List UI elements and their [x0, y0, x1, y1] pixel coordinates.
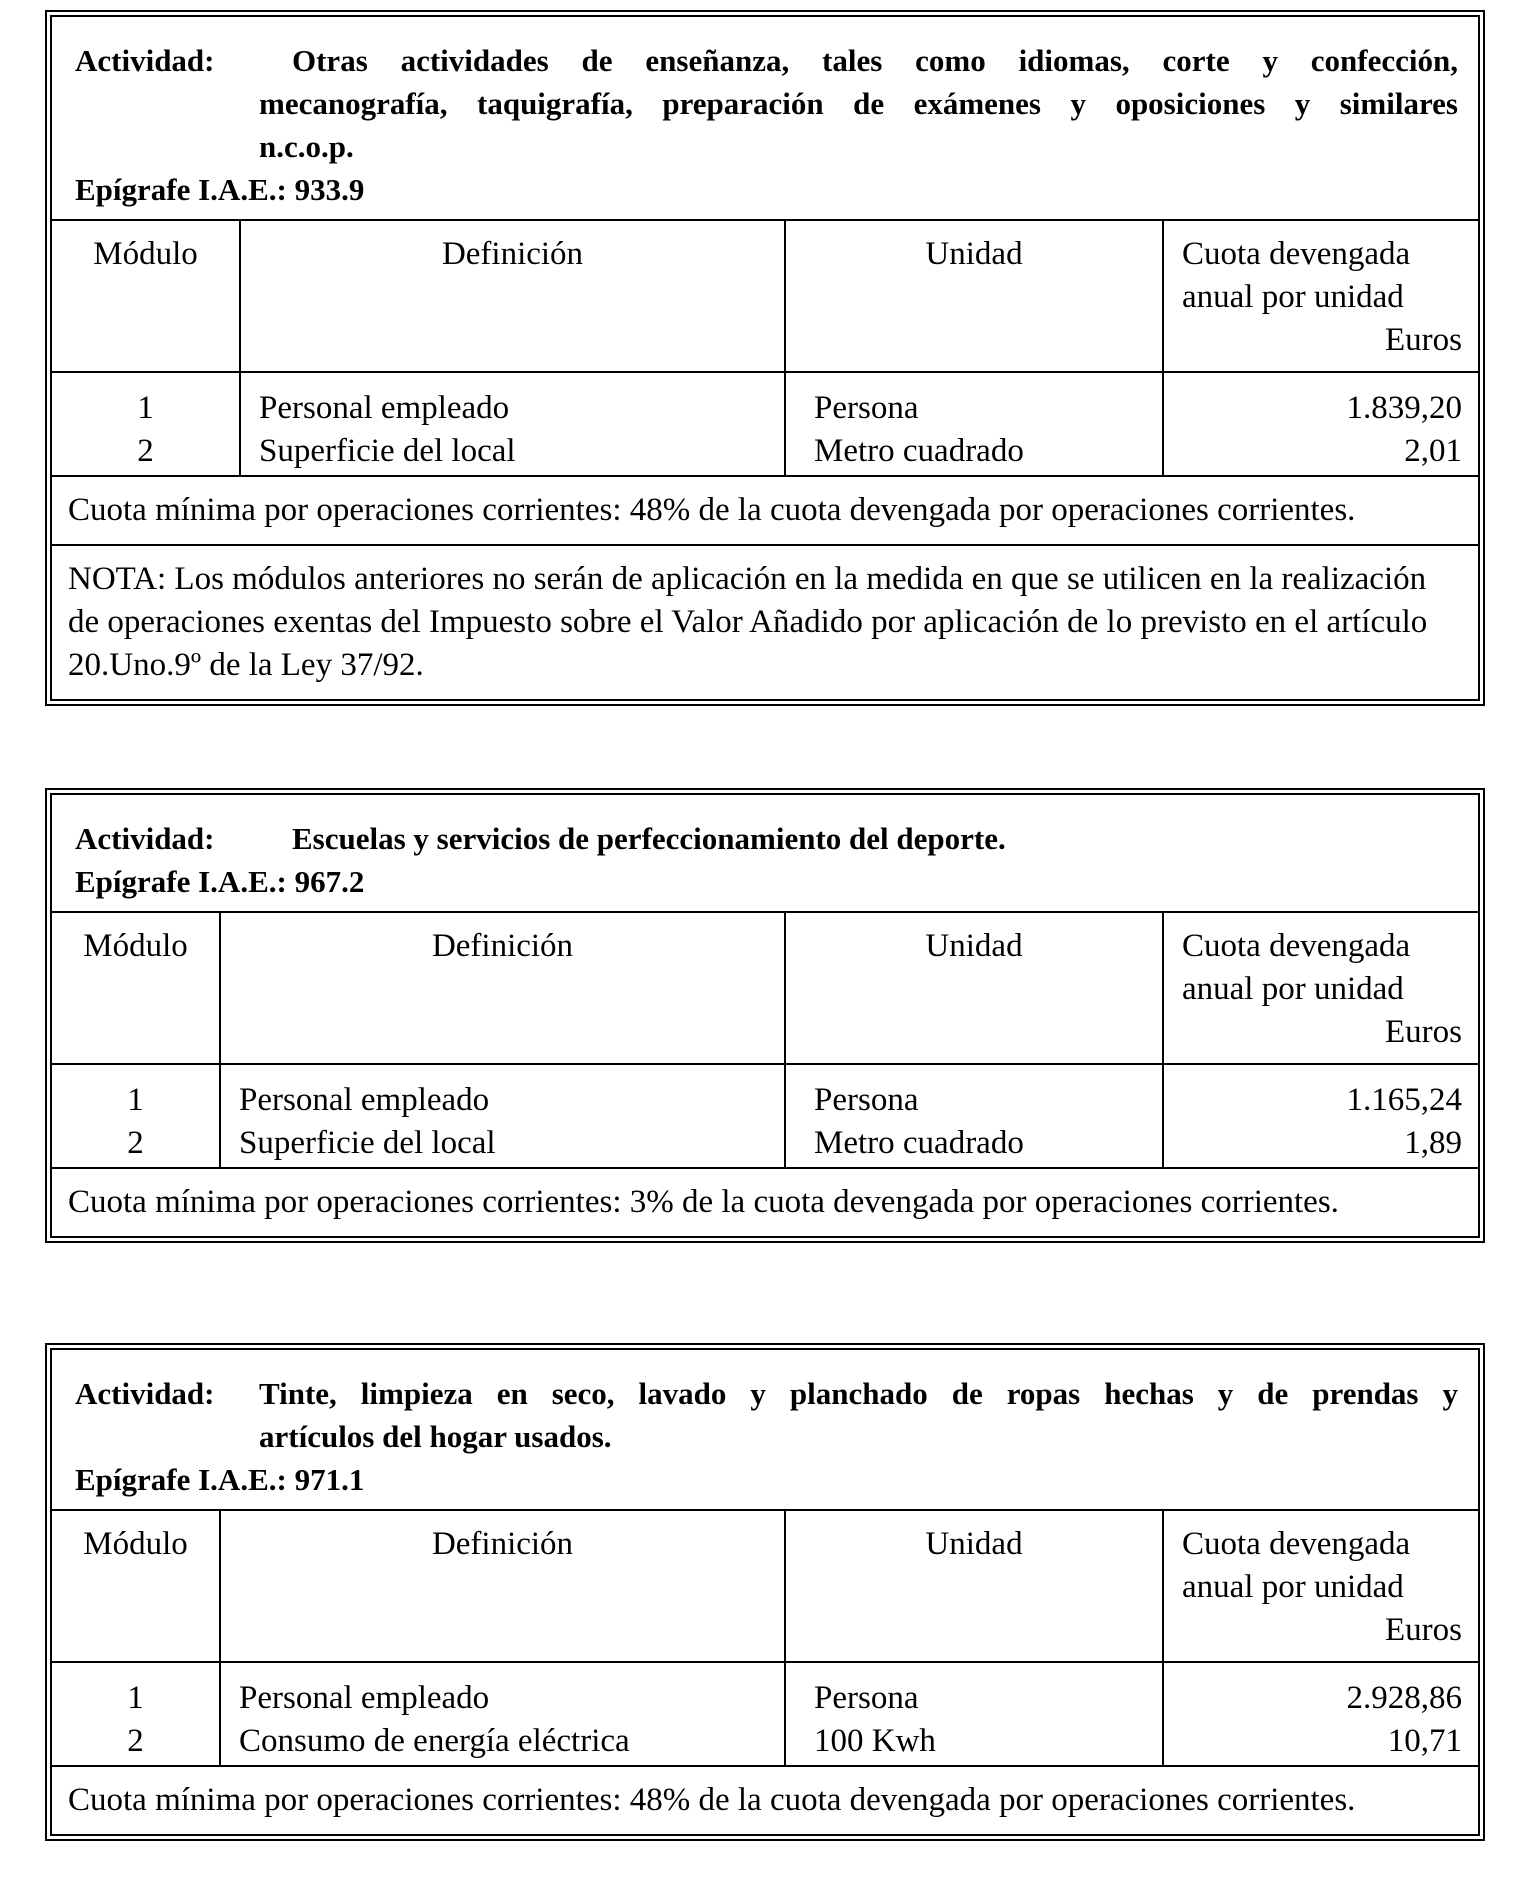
col-header-unidad: Unidad [785, 1510, 1163, 1662]
epigrafe-label: Epígrafe I.A.E.: [75, 1462, 287, 1497]
cuota-cell: 1.839,20 2,01 [1163, 372, 1478, 476]
actividad-label: Actividad: [75, 821, 215, 856]
modulo-cell: 1 2 [52, 1662, 220, 1766]
epigrafe-label: Epígrafe I.A.E.: [75, 172, 287, 207]
epigrafe-value: 967.2 [294, 864, 365, 899]
col-header-definicion: Definición [240, 220, 785, 372]
col-header-cuota: Cuota devengada anual por unidad Euros [1163, 912, 1478, 1064]
epigrafe-value: 971.1 [294, 1462, 365, 1497]
modulo-cell: 1 2 [52, 1064, 220, 1168]
modules-table [52, 219, 1478, 477]
definicion-cell: Personal empleado Superficie del local [240, 372, 785, 476]
col-header-definicion: Definición [220, 1510, 785, 1662]
cuota-minima-text: Cuota mínima por operaciones corrientes: 48% de la cuota devengada por operaciones corrientes. [68, 492, 1356, 528]
col-header-modulo: Módulo [52, 912, 220, 1064]
modules-table [52, 1509, 1478, 1767]
col-header-unidad: Unidad [785, 220, 1163, 372]
unidad-cell: Persona 100 Kwh [785, 1662, 1163, 1766]
unidad-cell: Persona Metro cuadrado [785, 1064, 1163, 1168]
activity-header [52, 795, 1478, 911]
actividad-text-line1: Escuelas y servicios de perfeccionamiento del deporte. [292, 821, 1006, 856]
col-header-definicion: Definición [220, 912, 785, 1064]
nota-text: NOTA: Los módulos anteriores no serán de aplicación en la medida en que se utilicen en la realización de operaciones exentas del Impuesto sobre el Valor Añadido por aplicación de lo previsto en el artículo 20.Uno.9º de la Ley 37/92. [52, 544, 1478, 699]
epigrafe-label: Epígrafe I.A.E.: [75, 864, 287, 899]
definicion-cell: Personal empleado Superficie del local [220, 1064, 785, 1168]
col-header-modulo: Módulo [52, 1510, 220, 1662]
definicion-cell: Personal empleado Consumo de energía eléctrica [220, 1662, 785, 1766]
modulo-cell: 1 2 [52, 372, 240, 476]
cuota-minima-text: Cuota mínima por operaciones corrientes: 48% de la cuota devengada por operaciones corrientes. [68, 1782, 1356, 1818]
actividad-text-line2: mecanografía, taquigrafía, preparación de exámenes y oposiciones y similares [259, 86, 1458, 121]
activity-header [52, 1350, 1478, 1509]
epigrafe-value: 933.9 [294, 172, 365, 207]
cuota-cell: 1.165,24 1,89 [1163, 1064, 1478, 1168]
cuota-cell: 2.928,86 10,71 [1163, 1662, 1478, 1766]
cuota-minima-text: Cuota mínima por operaciones corrientes: 3% de la cuota devengada por operaciones corrientes. [68, 1184, 1339, 1220]
actividad-text-line1: Tinte, limpieza en seco, lavado y planchado de ropas hechas y de prendas y [259, 1376, 1458, 1411]
col-header-modulo: Módulo [52, 220, 240, 372]
activity-header [52, 17, 1478, 219]
actividad-text-line2: artículos del hogar usados. [259, 1419, 612, 1454]
col-header-cuota: Cuota devengada anual por unidad Euros [1163, 1510, 1478, 1662]
activity-block-971-1 [45, 1343, 1485, 1841]
actividad-text-line3: n.c.o.p. [259, 129, 354, 164]
actividad-text-line1: Otras actividades de enseñanza, tales como idiomas, corte y confección, [292, 43, 1458, 78]
actividad-label: Actividad: [75, 1376, 215, 1411]
modules-table [52, 911, 1478, 1169]
activity-block-967-2 [45, 788, 1485, 1243]
unidad-cell: Persona Metro cuadrado [785, 372, 1163, 476]
actividad-label: Actividad: [75, 43, 215, 78]
col-header-unidad: Unidad [785, 912, 1163, 1064]
col-header-cuota: Cuota devengada anual por unidad Euros [1163, 220, 1478, 372]
activity-block-933-9 [45, 10, 1485, 706]
